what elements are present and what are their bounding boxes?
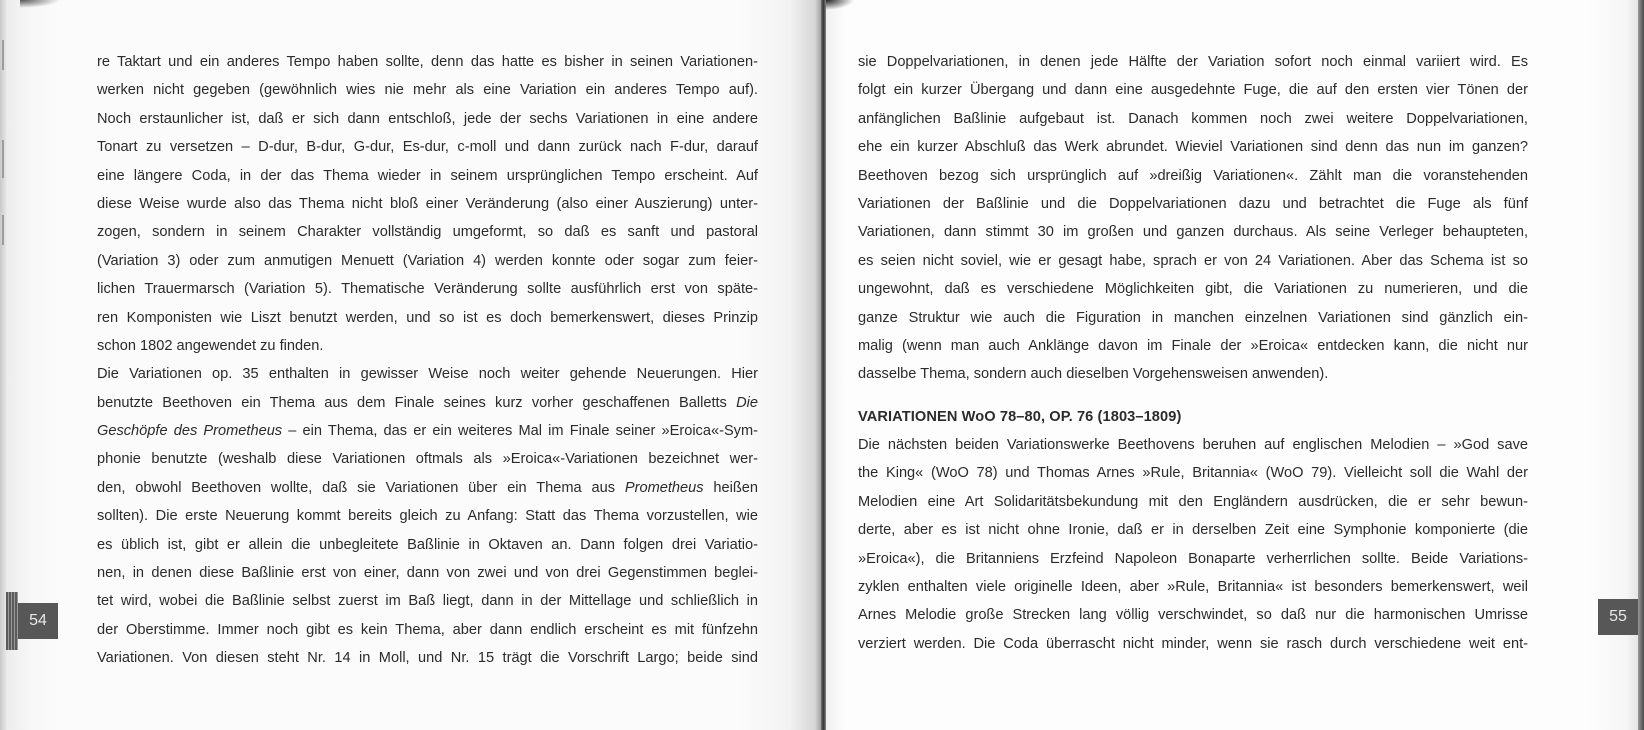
italic-title: Geschöpfe des Prometheus <box>97 423 283 440</box>
text-line: Die nächsten beiden Variationswerke Beethovens beruhen auf englischen Melodien – »God save <box>858 437 1528 454</box>
italic-title: Prometheus <box>624 479 704 496</box>
page-number-right: 55 <box>1598 599 1638 635</box>
text-line: eine längere Coda, in der das Thema wieder in seinem ursprünglichen Tempo erscheint. Auf <box>97 167 758 184</box>
text-line: ungewohnt, daß es verschiedene Möglichkeiten gibt, die Variationen zu numerieren, und die <box>858 281 1528 298</box>
text-line: Noch erstaunlicher ist, daß er sich dann entschloß, jede der sechs Variationen in eine andere <box>97 110 758 127</box>
text-line-mixed <box>97 389 758 417</box>
book-right-edge <box>1638 0 1644 730</box>
text-line: es seien nicht soviel, wie er gesagt habe, sprach er von 24 Variationen. Aber das Schema ist so <box>858 252 1528 269</box>
left-page-body <box>97 48 758 673</box>
text-line: nen, in denen diese Baßlinie erst von einer, dann von zwei und von drei Gegenstimmen beglei- <box>97 565 758 582</box>
text-line: werken nicht gegeben (gewöhnlich wies nie mehr als eine Variation ein anderes Tempo auf). <box>97 82 758 99</box>
text-line: ehe ein kurzer Abschluß das Werk abrundet. Wieviel Variationen sind denn das nun im ganzen? <box>858 139 1528 156</box>
text-line-mixed <box>97 417 758 445</box>
page-number-left: 54 <box>18 603 58 639</box>
right-page <box>826 0 1644 730</box>
text-line: zyklen enthalten viele originelle Ideen, aber »Rule, Britannia« ist besonders bemerkenswert, weil <box>858 579 1528 596</box>
text-line: zogen, sondern in seinem Charakter vollständig umgeformt, so daß es sanft und pastoral <box>97 224 758 241</box>
text-line: Arnes Melodie große Strecken lang völlig verschwindet, so daß nur die harmonischen Umrisse <box>858 607 1528 624</box>
page-edge-mark <box>2 40 4 70</box>
text-line: tet wird, wobei die Baßlinie selbst zuerst im Baß liegt, dann in der Mittellage und schließlich in <box>97 593 758 610</box>
text-line: anfänglichen Baßlinie aufgebaut ist. Danach kommen noch zwei weitere Doppelvariationen, <box>858 110 1528 127</box>
text-line-paragraph-end: schon 1802 angewendet zu finden. <box>97 337 324 354</box>
text-line: der Oberstimme. Immer noch gibt es kein Thema, aber dann endlich erscheint es mit fünfzehn <box>97 621 758 638</box>
section-heading: VARIATIONEN WoO 78–80, OP. 76 (1803–1809) <box>858 408 1182 425</box>
text-line-paragraph-end: dasselbe Thema, sondern auch dieselben Vorgehensweisen anwenden). <box>858 366 1329 383</box>
text-span: den, obwohl Beethoven wollte, daß sie Variationen über ein Thema aus <box>97 479 616 496</box>
text-line: »Eroica«), die Britanniens Erzfeind Napoleon Bonaparte verherrlichen sollte. Beide Variations- <box>858 550 1528 567</box>
text-line: diese Weise wurde also das Thema nicht bloß einer Veränderung (also einer Auszierung) unter- <box>97 195 758 212</box>
text-line: phonie benutzte (weshalb diese Variationen oftmals als »Eroica«-Variationen bezeichnet wer- <box>97 451 758 468</box>
text-span: – ein Thema, das er ein weiteres Mal im Finale seiner »Eroica«-Sym- <box>282 423 758 440</box>
text-line: folgt ein kurzer Übergang und dann eine ausgedehnte Fuge, die auf den ersten vier Tönen der <box>858 82 1528 99</box>
text-line-mixed <box>97 474 758 502</box>
text-line: verziert werden. Die Coda überrascht nicht minder, wenn sie rasch durch verschiedene weit ent- <box>858 635 1528 652</box>
text-line: Melodien eine Art Solidaritätsbekundung mit den Engländern ausdrücken, die er sehr bewun- <box>858 493 1528 510</box>
text-line: Variationen. Von diesen steht Nr. 14 in Moll, und Nr. 15 trägt die Vorschrift Largo; beide sind <box>97 650 758 667</box>
text-line: derte, aber es ist nicht ohne Ironie, daß er in derselben Zeit eine Symphonie komponierte (die <box>858 522 1528 539</box>
right-page-body <box>858 48 1528 658</box>
text-span: heißen <box>713 479 759 496</box>
text-line: Tonart zu versetzen – D-dur, B-dur, G-dur, Es-dur, c-moll und dann zurück nach F-dur, darauf <box>97 139 758 156</box>
text-line: the King« (WoO 78) und Thomas Arnes »Rule, Britannia« (WoO 79). Vielleicht soll die Wahl der <box>858 465 1528 482</box>
text-span: benutzte Beethoven ein Thema aus dem Finale seines kurz vorher geschaffenen Balletts <box>97 394 727 411</box>
text-line: Variationen, dann stimmt 30 im großen und ganzen durchaus. Als seine Verleger behaupteten, <box>858 224 1528 241</box>
text-line: ren Komponisten wie Liszt benutzt werden, und so ist es doch bemerkenswert, dieses Prinzip <box>97 309 758 326</box>
text-line: sie Doppelvariationen, in denen jede Hälfte der Variation sofort noch einmal variiert wird. Es <box>858 54 1528 70</box>
text-line: (Variation 3) oder zum anmutigen Menuett (Variation 4) werden konnte oder sogar zum feier- <box>97 252 758 269</box>
text-line: Variationen der Baßlinie und die Doppelvariationen dazu und betrachtet die Fuge als fünf <box>858 195 1528 212</box>
text-line: malig (wenn man auch Anklänge davon im Finale der »Eroica« entdecken kann, die nicht nur <box>858 337 1528 354</box>
page-edge-mark <box>2 140 4 178</box>
italic-title: Die <box>736 394 758 411</box>
page-edge-mark <box>2 215 4 245</box>
text-line: ganze Struktur wie auch die Figuration in manchen einzelnen Variationen sind gänzlich ein- <box>858 309 1528 326</box>
page-tab-decoration <box>6 592 18 650</box>
text-line: Die Variationen op. 35 enthalten in gewisser Weise noch weiter gehende Neuerungen. Hier <box>97 366 758 383</box>
text-line: es üblich ist, gibt er allein die unbegleitete Baßlinie in Oktaven an. Dann folgen drei Variatio- <box>97 536 758 553</box>
text-line: lichen Trauermarsch (Variation 5). Thematische Veränderung sollte ausführlich erst von späte- <box>97 281 758 298</box>
text-line: Beethoven bezog sich ursprünglich auf »dreißig Variationen«. Zählt man die voranstehenden <box>858 167 1528 184</box>
text-line: re Taktart und ein anderes Tempo haben sollte, denn das hatte es bisher in seinen Variationen- <box>97 54 758 70</box>
text-line: sollten). Die erste Neuerung kommt bereits gleich zu Anfang: Statt das Thema vorzustellen, wie <box>97 508 758 525</box>
